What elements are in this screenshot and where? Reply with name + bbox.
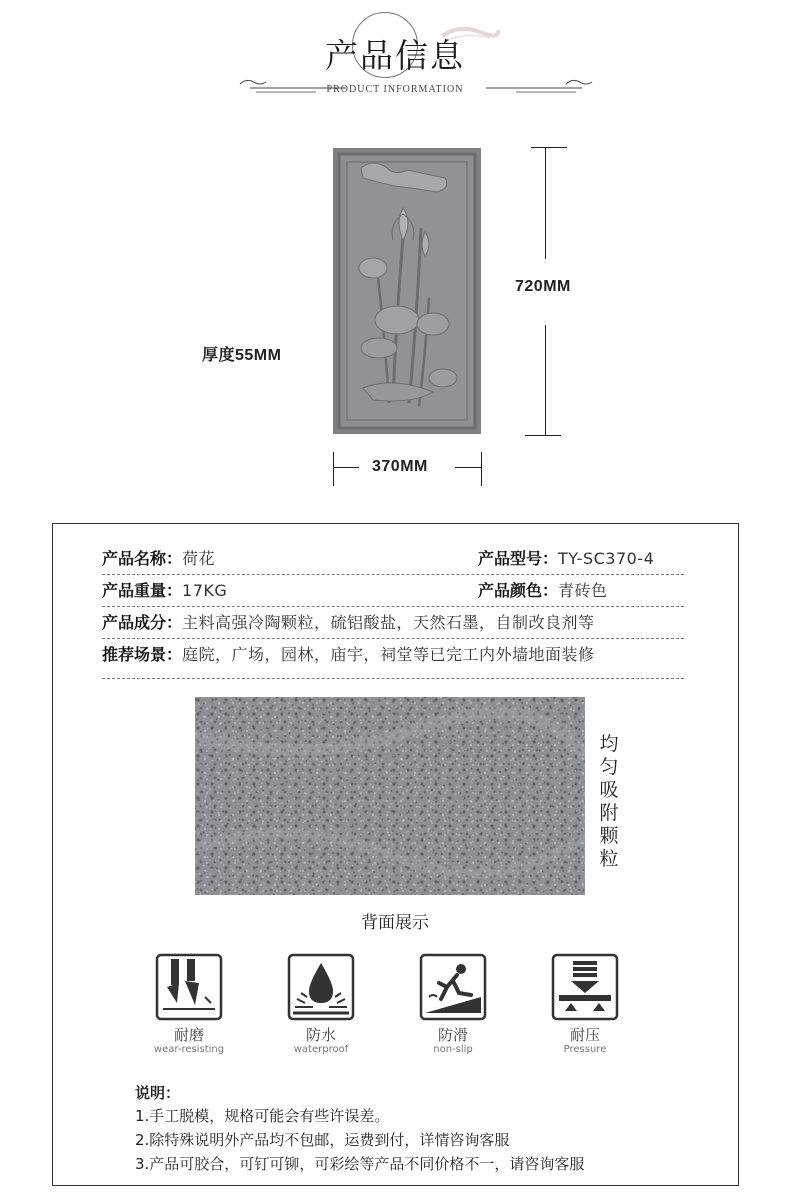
height-line-bottom — [545, 325, 546, 435]
thickness-dimension: 厚度55MM — [202, 347, 282, 364]
side-char: 均 — [599, 733, 619, 755]
height-line-top — [545, 147, 546, 259]
feature-label-cn: 耐压 — [569, 1026, 600, 1044]
side-char: 匀 — [599, 756, 619, 778]
spec-row-name-model — [102, 544, 684, 575]
width-dimension: 370MM — [372, 458, 428, 475]
feature-label-cn: 防水 — [305, 1026, 336, 1044]
back-caption: 背面展示 — [361, 913, 429, 933]
feature-wear-resisting — [139, 953, 239, 1056]
spec-row-scene — [102, 640, 684, 679]
feature-label-cn: 耐磨 — [173, 1026, 204, 1044]
feature-pressure — [535, 953, 635, 1056]
spec-row-material — [102, 608, 684, 639]
side-char: 粒 — [599, 848, 619, 870]
material-value: 主料高强冷陶颗粒，硫铝酸盐，天然石墨，自制改良剂等 — [182, 613, 595, 632]
color-label: 产品颜色： — [478, 581, 559, 600]
scene-value: 庭院，广场，园林，庙宇，祠堂等已完工内外墙地面装修 — [182, 645, 595, 664]
note-line: 3.产品可胶合，可钉可铆，可彩绘等产品不同价格不一，请咨询客服 — [135, 1155, 585, 1173]
scene-label: 推荐场景： — [102, 645, 183, 664]
feature-label-en: Pressure — [563, 1044, 607, 1055]
waterproof-icon — [287, 953, 355, 1021]
notes-title: 说明： — [135, 1084, 181, 1102]
feature-label-en: wear-resisting — [153, 1044, 225, 1055]
non-slip-icon — [419, 953, 487, 1021]
lotus-relief-panel-image — [333, 148, 481, 434]
model-label: 产品型号： — [478, 549, 559, 568]
height-dimension: 720MM — [515, 278, 571, 295]
spec-row-weight-color — [102, 576, 684, 607]
feature-label-en: waterproof — [293, 1044, 349, 1055]
note-line: 2.除特殊说明外产品均不包邮，运费到付，详情咨询客服 — [135, 1131, 510, 1149]
material-label: 产品成分： — [102, 613, 183, 632]
note-line: 1.手工脱模，规格可能会有些许误差。 — [135, 1107, 390, 1125]
width-line-left — [333, 467, 359, 468]
section-subtitle: PRODUCT INFORMATION — [326, 84, 464, 95]
notes-section — [135, 1082, 584, 1176]
pressure-icon — [551, 953, 619, 1021]
name-value: 荷花 — [182, 549, 216, 568]
model-value: TY-SC370-4 — [558, 549, 655, 568]
width-tick-left — [333, 452, 334, 486]
side-char: 附 — [599, 802, 619, 824]
feature-label-cn: 防滑 — [437, 1026, 468, 1044]
width-tick-right — [481, 452, 482, 486]
weight-label: 产品重量： — [102, 581, 183, 600]
color-value: 青砖色 — [558, 581, 608, 600]
back-texture-image — [195, 697, 585, 895]
side-char: 吸 — [599, 779, 619, 801]
width-line-right — [455, 467, 481, 468]
feature-label-en: non-slip — [433, 1044, 473, 1055]
name-label: 产品名称： — [102, 549, 183, 568]
feature-non-slip — [403, 953, 503, 1056]
height-tick-top — [531, 147, 567, 148]
wear-resisting-icon — [155, 953, 223, 1021]
back-side-caption — [597, 733, 621, 871]
feature-waterproof — [271, 953, 371, 1056]
side-char: 颗 — [599, 825, 619, 847]
section-title: 产品信息 — [325, 36, 465, 75]
height-tick-bottom — [525, 435, 561, 436]
weight-value: 17KG — [182, 581, 228, 600]
